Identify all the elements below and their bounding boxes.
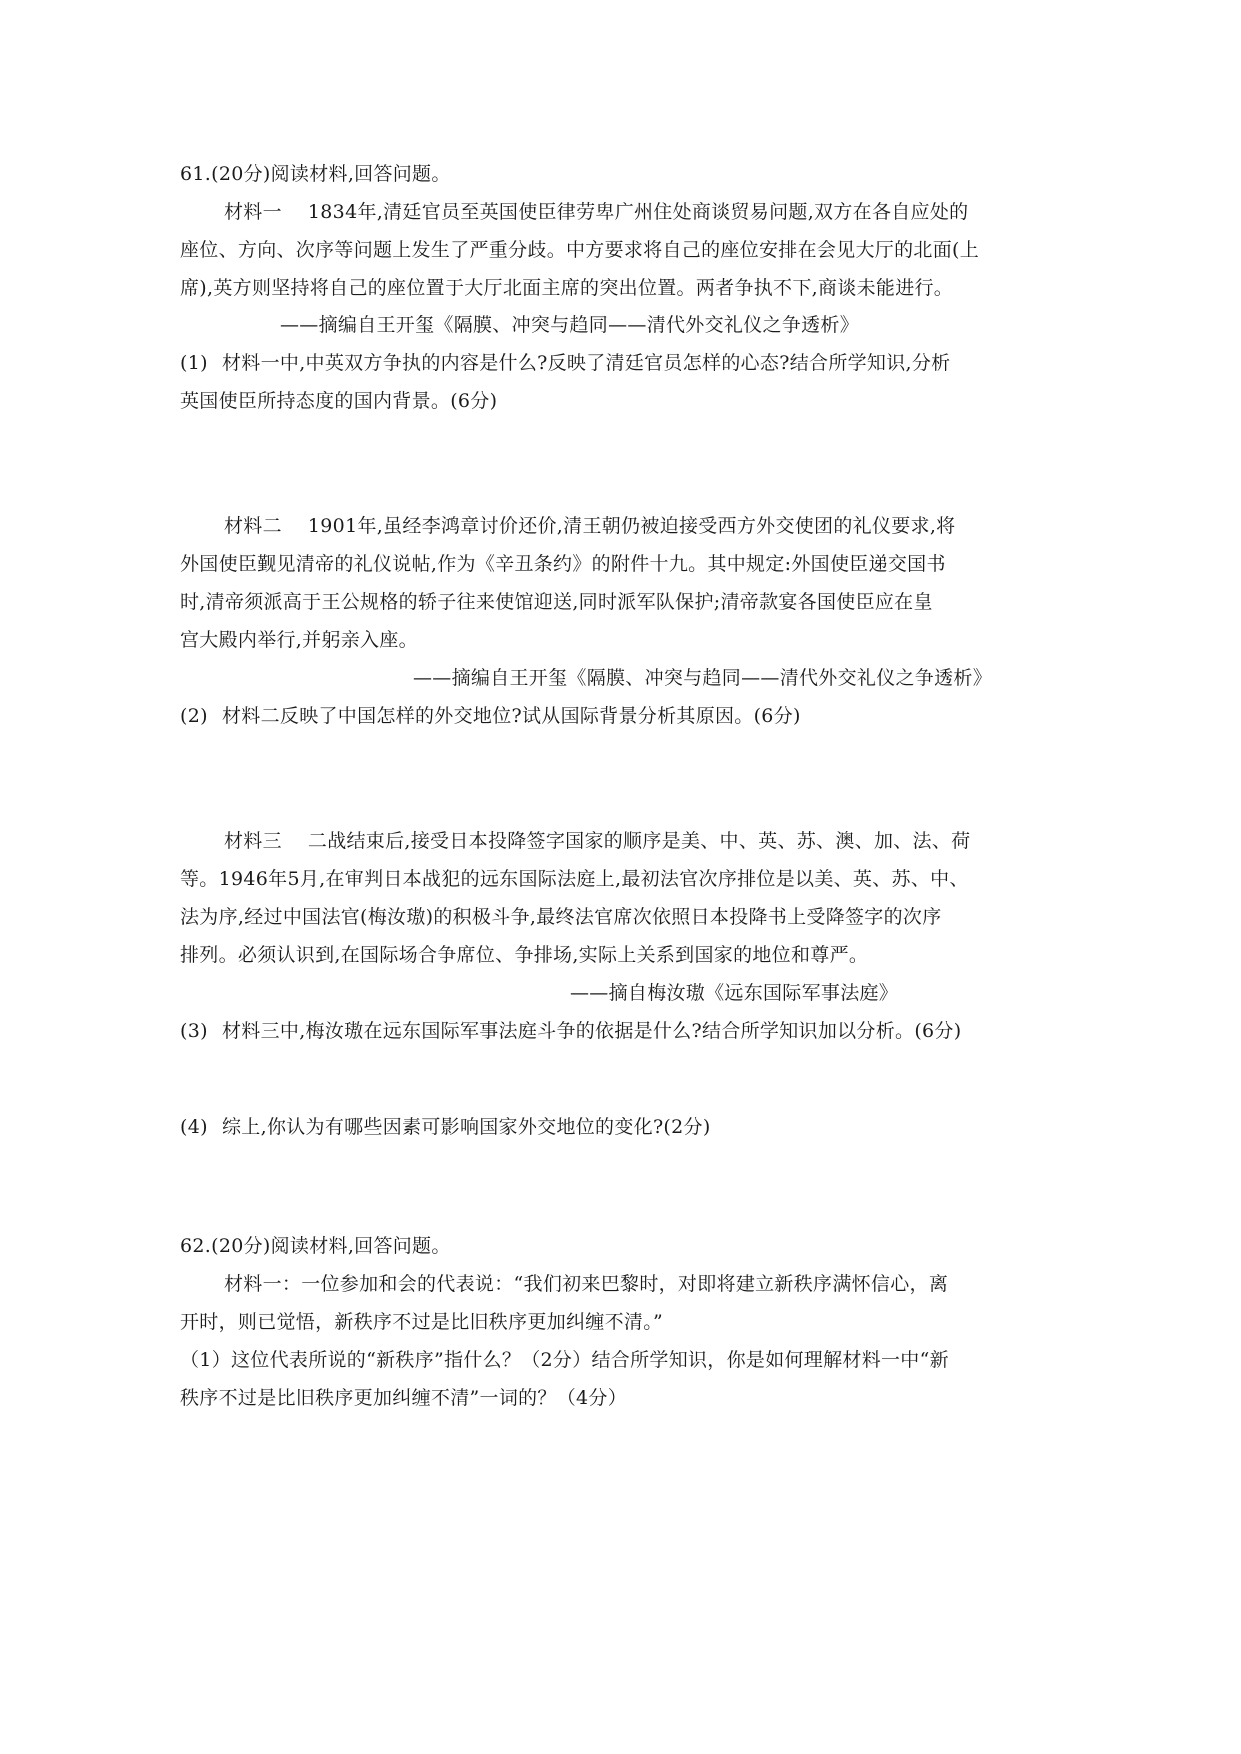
q61-material3-label: 材料三 [224,830,282,852]
q62-heading: 62.(20分)阅读材料,回答问题。 [180,1235,451,1257]
q61-material2-line2: 外国使臣觐见清帝的礼仪说帖,作为《辛丑条约》的附件十九。其中规定:外国使臣递交国书 [180,553,946,575]
q62-question1-line1: （1）这位代表所说的“新秩序”指什么？（2分）结合所学知识，你是如何理解材料一中“新 [180,1349,949,1371]
q61-heading: 61.(20分)阅读材料,回答问题。 [180,163,451,185]
q61-question2-line1: (2) 材料二反映了中国怎样的外交地位?试从国际背景分析其原因。(6分) [180,705,801,727]
q61-material3-line4: 排列。必须认识到,在国际场合争席位、争排场,实际上关系到国家的地位和尊严。 [180,944,869,966]
q61-question2-number: (2) [180,705,208,727]
q61-question1-line2: 英国使臣所持态度的国内背景。(6分) [180,390,498,412]
q61-material1-source: ——摘编自王开玺《隔膜、冲突与趋同——清代外交礼仪之争透析》 [280,314,860,336]
q61-material1-line3: 席),英方则坚持将自己的座位置于大厅北面主席的突出位置。两者争执不下,商谈未能进行。 [180,277,954,299]
q61-question4-number: (4) [180,1116,208,1138]
q61-material3-line3: 法为序,经过中国法官(梅汝璈)的积极斗争,最终法官席次依照日本投降书上受降签字的次序 [180,906,942,928]
q61-question1-number: (1) [180,352,208,374]
q61-material2-line1: 材料二 1901年,虽经李鸿章讨价还价,清王朝仍被迫接受西方外交使团的礼仪要求,将 [224,515,956,537]
q61-question3-line1: (3) 材料三中,梅汝璈在远东国际军事法庭斗争的依据是什么?结合所学知识加以分析。(6分) [180,1020,962,1042]
q61-question3-number: (3) [180,1020,208,1042]
q61-material1-line2: 座位、方向、次序等问题上发生了严重分歧。中方要求将自己的座位安排在会见大厅的北面(上 [180,239,980,261]
exam-page [180,0,1068,1754]
q61-material1-line1: 材料一 1834年,清廷官员至英国使臣律劳卑广州住处商谈贸易问题,双方在各自应处的 [224,201,969,223]
q61-material3-line2: 等。1946年5月,在审判日本战犯的远东国际法庭上,最初法官次序排位是以美、英、苏、中、 [180,868,969,890]
q61-question1-line1: (1) 材料一中,中英双方争执的内容是什么?反映了清廷官员怎样的心态?结合所学知识,分析 [180,352,951,374]
q61-material1-label: 材料一 [224,201,282,223]
q61-material3-line1: 材料三 二战结束后,接受日本投降签字国家的顺序是美、中、英、苏、澳、加、法、荷 [224,830,971,852]
q61-material2-line3: 时,清帝须派高于王公规格的轿子往来使馆迎送,同时派军队保护;清帝款宴各国使臣应在皇 [180,591,933,613]
q61-material2-label: 材料二 [224,515,282,537]
q61-material3-source: ——摘自梅汝璈《远东国际军事法庭》 [570,982,899,1004]
q62-material1-line2: 开时，则已觉悟，新秩序不过是比旧秩序更加纠缠不清。” [180,1311,664,1333]
q61-material2-source: ——摘编自王开玺《隔膜、冲突与趋同——清代外交礼仪之争透析》 [413,667,993,689]
q62-material1-line1: 材料一：一位参加和会的代表说：“我们初来巴黎时，对即将建立新秩序满怀信心，离 [224,1273,949,1295]
q61-material2-line4: 宫大殿内举行,并躬亲入座。 [180,629,418,651]
q61-question4-line1: (4) 综上,你认为有哪些因素可影响国家外交地位的变化?(2分) [180,1116,711,1138]
q62-question1-line2: 秩序不过是比旧秩序更加纠缠不清”一词的？（4分） [180,1387,628,1409]
